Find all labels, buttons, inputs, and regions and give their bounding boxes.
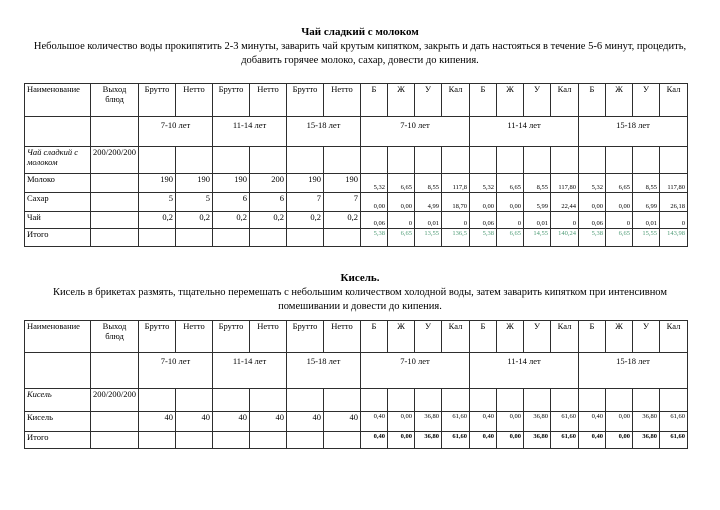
table-cell: У [415, 321, 442, 353]
table-cell: 6,99 [633, 193, 660, 212]
table-cell [287, 389, 324, 412]
table-cell: 36,80 [633, 412, 660, 432]
table-cell: У [633, 321, 660, 353]
table-cell [250, 389, 287, 412]
table-cell: 0 [660, 212, 688, 229]
recipe-description-tea: Небольшое количество воды прокипятить 2-3 минуты, заварить чай крутым кипятком, закрыть и дать настояться в течение 5-6 минут, процедить, добавить горячее молоко, сахар, довести до кипения. [33, 41, 687, 66]
table-cell: Ж [606, 321, 633, 353]
recipe-table-wrap-tea [24, 83, 720, 247]
table-cell [213, 389, 250, 412]
table-cell: 0 [606, 212, 633, 229]
table-cell [497, 389, 524, 412]
table-cell [633, 389, 660, 412]
table-cell: Выход блюд [91, 84, 139, 117]
table-cell: 14,55 [524, 229, 551, 247]
table-cell: 6,65 [606, 229, 633, 247]
table-cell: 40 [213, 412, 250, 432]
table-cell: 0,00 [497, 412, 524, 432]
table-cell [25, 117, 91, 147]
table-cell: 190 [176, 174, 213, 193]
table-cell [213, 147, 250, 174]
table-cell: 61,60 [660, 432, 688, 449]
table-cell: 0,06 [470, 212, 497, 229]
table-cell: 0,06 [579, 212, 606, 229]
table-cell: 7-10 лет [361, 353, 470, 389]
table-cell: 0,00 [388, 412, 415, 432]
table-cell [91, 412, 139, 432]
table-cell: 200 [250, 174, 287, 193]
table-cell [442, 147, 470, 174]
table-cell: Брутто [213, 84, 250, 117]
table-cell: 36,80 [415, 432, 442, 449]
table-row [25, 229, 688, 247]
table-cell [250, 432, 287, 449]
table-cell: Ж [606, 84, 633, 117]
table-cell [139, 147, 176, 174]
table-cell [442, 389, 470, 412]
table-cell [176, 229, 213, 247]
table-cell: 117,80 [660, 174, 688, 193]
table-cell [361, 147, 388, 174]
table-cell: 140,24 [551, 229, 579, 247]
table-cell: 61,60 [442, 432, 470, 449]
table-cell [361, 389, 388, 412]
table-cell: 15-18 лет [287, 353, 361, 389]
table-cell: 200/200/200 [91, 389, 139, 412]
table-cell: 5 [139, 193, 176, 212]
table-cell: 0,40 [470, 432, 497, 449]
table-cell: 0,00 [497, 193, 524, 212]
table-cell: 5,99 [524, 193, 551, 212]
table-cell: 40 [139, 412, 176, 432]
table-cell: 0,2 [176, 212, 213, 229]
table-cell: 117,80 [551, 174, 579, 193]
table-cell: 11-14 лет [213, 117, 287, 147]
table-cell [524, 147, 551, 174]
table-cell: 5,32 [470, 174, 497, 193]
table-cell: 0,00 [606, 412, 633, 432]
table-cell [91, 193, 139, 212]
table-cell: 11-14 лет [470, 353, 579, 389]
table-cell: 0,40 [470, 412, 497, 432]
table-cell: 0,01 [415, 212, 442, 229]
table-cell [91, 353, 139, 389]
table-cell: Брутто [287, 84, 324, 117]
table-cell: 6,65 [497, 174, 524, 193]
table-cell: 40 [287, 412, 324, 432]
table-cell [25, 353, 91, 389]
table-cell [139, 389, 176, 412]
table-cell: 13,55 [415, 229, 442, 247]
table-cell: 0,00 [361, 193, 388, 212]
table-cell [324, 389, 361, 412]
table-cell [139, 229, 176, 247]
recipe-description-kisel: Кисель в брикетах размять, тщательно перемешать с небольшим количеством холодной воды, затем заварить кипятком при интенсивном помешивании и довести до кипения. [52, 287, 668, 312]
table-cell: 8,55 [524, 174, 551, 193]
table-cell: Нетто [250, 321, 287, 353]
table-cell: 15-18 лет [287, 117, 361, 147]
table-cell: 15,55 [633, 229, 660, 247]
table-cell: 15-18 лет [579, 117, 688, 147]
table-cell: 61,60 [442, 412, 470, 432]
recipe-section-tea [0, 0, 720, 247]
table-cell: 61,60 [660, 412, 688, 432]
table-cell: Брутто [139, 321, 176, 353]
table-cell: 0,2 [213, 212, 250, 229]
table-cell: 190 [324, 174, 361, 193]
table-cell [660, 389, 688, 412]
recipe-table-kisel [24, 320, 688, 449]
table-cell: Кал [551, 84, 579, 117]
table-cell: Б [470, 321, 497, 353]
table-cell: 22,44 [551, 193, 579, 212]
table-cell: 7-10 лет [361, 117, 470, 147]
table-cell [415, 147, 442, 174]
table-cell: Ж [497, 321, 524, 353]
table-row [25, 174, 688, 193]
table-cell: 0 [442, 212, 470, 229]
table-cell [470, 147, 497, 174]
table-cell: 117,8 [442, 174, 470, 193]
table-cell: 0,06 [361, 212, 388, 229]
table-row [25, 147, 688, 174]
table-cell [250, 229, 287, 247]
table-cell: 5,38 [470, 229, 497, 247]
recipe-table-wrap-kisel [24, 320, 720, 449]
table-cell: 36,80 [633, 432, 660, 449]
table-cell: Чай сладкий с молоком [25, 147, 91, 174]
table-cell: 8,55 [633, 174, 660, 193]
table-cell: 18,70 [442, 193, 470, 212]
table-cell: 5,32 [361, 174, 388, 193]
table-cell: 0 [497, 212, 524, 229]
table-cell: 36,80 [415, 412, 442, 432]
table-cell: 4,99 [415, 193, 442, 212]
table-cell [551, 389, 579, 412]
table-cell: Нетто [176, 321, 213, 353]
table-cell: 5,38 [579, 229, 606, 247]
table-cell: Б [470, 84, 497, 117]
table-cell: 7-10 лет [139, 353, 213, 389]
table-cell: Кал [442, 321, 470, 353]
table-cell: 40 [176, 412, 213, 432]
table-cell: 5,38 [361, 229, 388, 247]
table-cell [524, 389, 551, 412]
table-cell: Выход блюд [91, 321, 139, 353]
table-cell: 0,00 [606, 193, 633, 212]
table-cell: Итого [25, 229, 91, 247]
table-cell: 11-14 лет [213, 353, 287, 389]
table-cell [497, 147, 524, 174]
table-row [25, 432, 688, 449]
table-cell: 8,55 [415, 174, 442, 193]
table-cell [287, 147, 324, 174]
table-cell: 6,65 [497, 229, 524, 247]
table-cell: 143,98 [660, 229, 688, 247]
table-cell [606, 389, 633, 412]
table-cell: 0,2 [324, 212, 361, 229]
table-cell: 26,18 [660, 193, 688, 212]
table-cell: У [415, 84, 442, 117]
table-cell: Нетто [324, 321, 361, 353]
table-cell: 7 [287, 193, 324, 212]
table-cell [324, 229, 361, 247]
table-cell [324, 432, 361, 449]
table-cell [91, 174, 139, 193]
table-cell: Б [579, 321, 606, 353]
table-cell: 15-18 лет [579, 353, 688, 389]
table-cell: Сахар [25, 193, 91, 212]
table-cell: 190 [287, 174, 324, 193]
table-cell: У [524, 84, 551, 117]
table-cell: 6 [250, 193, 287, 212]
table-cell: 6 [213, 193, 250, 212]
table-cell: Нетто [250, 84, 287, 117]
table-cell: 0,2 [287, 212, 324, 229]
table-cell [91, 229, 139, 247]
table-cell: Кал [660, 321, 688, 353]
table-cell [176, 389, 213, 412]
table-cell: Ж [497, 84, 524, 117]
table-cell: Кал [442, 84, 470, 117]
table-cell [287, 229, 324, 247]
table-cell [388, 389, 415, 412]
table-cell [139, 432, 176, 449]
table-cell [660, 147, 688, 174]
table-cell: 0,00 [470, 193, 497, 212]
table-cell [213, 432, 250, 449]
recipe-table-tea [24, 83, 688, 247]
table-cell: 36,80 [524, 412, 551, 432]
table-cell: 0,40 [579, 412, 606, 432]
table-cell: 6,65 [388, 229, 415, 247]
table-cell: 0,00 [388, 193, 415, 212]
table-cell: 190 [139, 174, 176, 193]
table-cell: 11-14 лет [470, 117, 579, 147]
table-row [25, 353, 688, 389]
table-cell: 5 [176, 193, 213, 212]
table-cell: 7 [324, 193, 361, 212]
table-cell [91, 117, 139, 147]
table-cell [287, 432, 324, 449]
table-cell [250, 147, 287, 174]
table-cell: Кал [660, 84, 688, 117]
table-cell [91, 432, 139, 449]
table-cell: Кисель [25, 389, 91, 412]
table-cell: 6,65 [388, 174, 415, 193]
table-cell: Итого [25, 432, 91, 449]
table-cell: 200/200/200 [91, 147, 139, 174]
table-cell: 0,01 [524, 212, 551, 229]
table-cell [633, 147, 660, 174]
table-cell: Нетто [176, 84, 213, 117]
table-cell: Б [579, 84, 606, 117]
table-cell: Ж [388, 84, 415, 117]
table-cell [470, 389, 497, 412]
table-cell: 0,01 [633, 212, 660, 229]
table-cell: 61,60 [551, 432, 579, 449]
table-cell: 0,40 [361, 432, 388, 449]
table-cell: 136,5 [442, 229, 470, 247]
table-cell [606, 147, 633, 174]
table-cell: Брутто [213, 321, 250, 353]
table-cell: Наименование [25, 321, 91, 353]
table-cell: Молоко [25, 174, 91, 193]
table-row [25, 212, 688, 229]
table-cell: 0,00 [497, 432, 524, 449]
table-cell [579, 389, 606, 412]
table-cell [213, 229, 250, 247]
table-cell [176, 432, 213, 449]
recipe-title-tea: Чай сладкий с молоком [301, 26, 419, 38]
table-row [25, 193, 688, 212]
table-cell: 5,32 [579, 174, 606, 193]
table-row [25, 321, 688, 353]
table-cell: Нетто [324, 84, 361, 117]
table-cell: Кисель [25, 412, 91, 432]
table-cell: Б [361, 84, 388, 117]
table-cell: Наименование [25, 84, 91, 117]
table-cell [551, 147, 579, 174]
table-cell: 0,00 [579, 193, 606, 212]
table-cell: 6,65 [606, 174, 633, 193]
table-cell: 0,2 [139, 212, 176, 229]
table-cell: Брутто [287, 321, 324, 353]
table-cell: Чай [25, 212, 91, 229]
table-row [25, 117, 688, 147]
table-cell [176, 147, 213, 174]
table-cell: Кал [551, 321, 579, 353]
table-cell [91, 212, 139, 229]
table-cell: 0,40 [579, 432, 606, 449]
table-cell: 0 [388, 212, 415, 229]
table-cell [415, 389, 442, 412]
table-cell: 40 [324, 412, 361, 432]
table-cell: 40 [250, 412, 287, 432]
table-row [25, 84, 688, 117]
table-cell: Б [361, 321, 388, 353]
table-cell: 190 [213, 174, 250, 193]
table-cell: У [633, 84, 660, 117]
table-cell: 0 [551, 212, 579, 229]
table-cell: 36,80 [524, 432, 551, 449]
table-cell: 0,00 [388, 432, 415, 449]
table-cell [324, 147, 361, 174]
table-cell: 0,00 [606, 432, 633, 449]
table-cell: Брутто [139, 84, 176, 117]
table-cell: Ж [388, 321, 415, 353]
table-cell: 61,60 [551, 412, 579, 432]
recipe-title-kisel: Кисель. [340, 272, 380, 284]
table-cell [388, 147, 415, 174]
table-cell: 0,40 [361, 412, 388, 432]
recipe-section-kisel [0, 247, 720, 449]
table-cell: 0,2 [250, 212, 287, 229]
table-row [25, 389, 688, 412]
table-cell: 7-10 лет [139, 117, 213, 147]
table-cell: У [524, 321, 551, 353]
table-row [25, 412, 688, 432]
table-cell [579, 147, 606, 174]
